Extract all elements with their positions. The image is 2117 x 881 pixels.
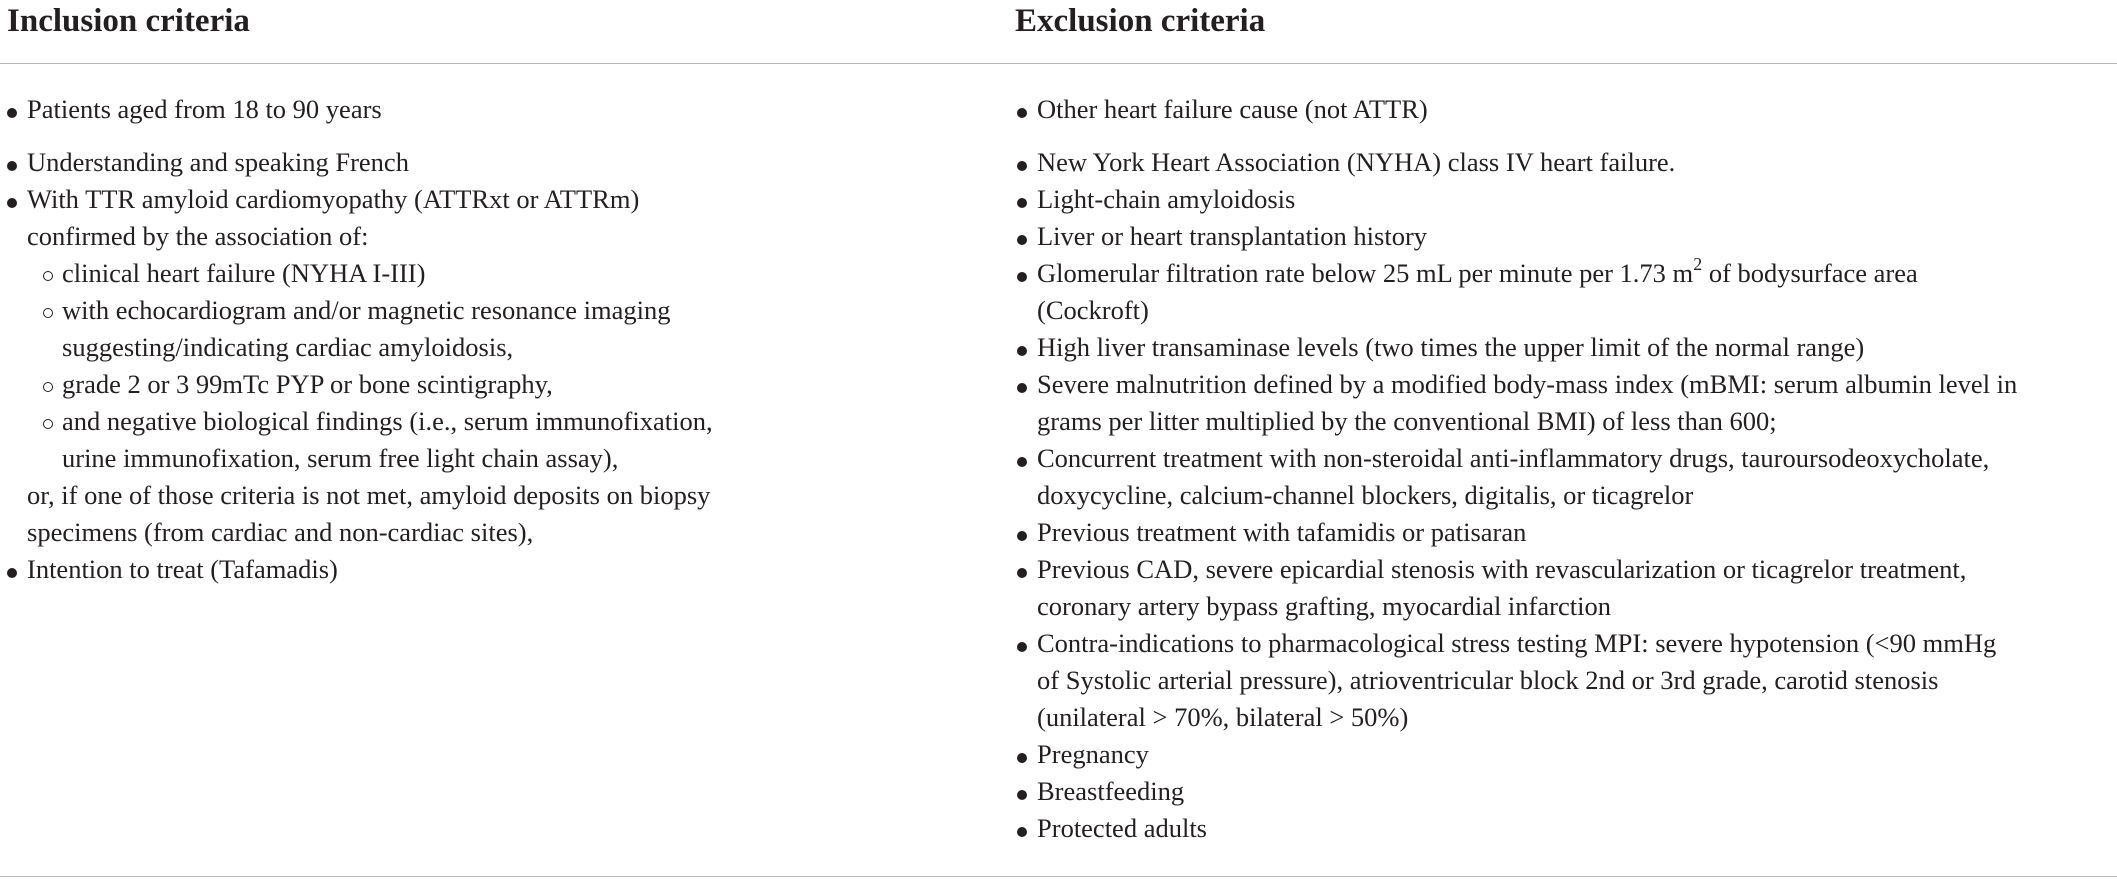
list-item-text: Intention to treat (Tafamadis) [27, 554, 338, 584]
sub-list-item-continuation: urine immunofixation, serum free light chain assay), [62, 443, 619, 473]
header-divider [0, 63, 2117, 64]
list-item-text: High liver transaminase levels (two times the upper limit of the normal range) [1037, 332, 1865, 362]
sub-list-item-text: with echocardiogram and/or magnetic resonance imaging [62, 295, 671, 325]
list-item-continuation: (Cockroft) [1037, 295, 1149, 325]
list-item-continuation: specimens (from cardiac and non-cardiac sites), [27, 517, 534, 547]
exclusion-criteria-header: Exclusion criteria [1015, 3, 1266, 39]
inclusion-criteria-header: Inclusion criteria [7, 3, 250, 39]
list-item-text: Pregnancy [1037, 739, 1149, 769]
list-item-continuation: or, if one of those criteria is not met, amyloid deposits on biopsy [27, 480, 711, 510]
sub-list-item-continuation: suggesting/indicating cardiac amyloidosis, [62, 332, 514, 362]
sub-list-item-text: grade 2 or 3 99mTc PYP or bone scintigraphy, [62, 369, 553, 399]
sub-list-item-text: and negative biological findings (i.e., serum immunofixation, [62, 406, 713, 436]
list-item-text: Contra-indications to pharmacological stress testing MPI: severe hypotension (<90 mmHg [1037, 628, 1997, 658]
list-item-text: Liver or heart transplantation history [1037, 221, 1428, 251]
list-item-text-part: Glomerular filtration rate below 25 mL per minute per 1.73 m [1037, 258, 1694, 288]
list-item-text: New York Heart Association (NYHA) class IV heart failure. [1037, 147, 1676, 177]
list-item-continuation: of Systolic arterial pressure), atrioventricular block 2nd or 3rd grade, carotid stenosis [1037, 665, 1939, 695]
list-item-text: Understanding and speaking French [27, 147, 409, 177]
list-item-continuation: (unilateral > 70%, bilateral > 50%) [1037, 702, 1409, 732]
list-item-text: Breastfeeding [1037, 776, 1185, 806]
list-item-continuation: coronary artery bypass grafting, myocardial infarction [1037, 591, 1611, 621]
list-item-text: Previous CAD, severe epicardial stenosis with revascularization or ticagrelor treatment, [1037, 554, 1967, 584]
list-item-continuation: confirmed by the association of: [27, 221, 369, 251]
sub-list-item-text: clinical heart failure (NYHA I-III) [62, 258, 426, 288]
list-item-text: Concurrent treatment with non-steroidal anti-inflammatory drugs, tauroursodeoxycholate, [1037, 443, 1990, 473]
list-item-continuation: doxycycline, calcium-channel blockers, digitalis, or ticagrelor [1037, 480, 1694, 510]
table-bottom-rule [0, 876, 2117, 877]
list-item-text: Severe malnutrition defined by a modified body-mass index (mBMI: serum albumin level in [1037, 369, 2018, 399]
list-item-text: Previous treatment with tafamidis or patisaran [1037, 517, 1527, 547]
list-item-text [1037, 255, 1918, 292]
list-item-text-part: of bodysurface area [1702, 258, 1918, 288]
superscript: 2 [1693, 254, 1703, 275]
list-item-text: Other heart failure cause (not ATTR) [1037, 94, 1428, 124]
list-item-text: Protected adults [1037, 813, 1207, 843]
list-item-text: Light-chain amyloidosis [1037, 184, 1296, 214]
list-item-continuation: grams per litter multiplied by the conventional BMI) of less than 600; [1037, 406, 1777, 436]
list-item-text: Patients aged from 18 to 90 years [27, 94, 382, 124]
list-item-text: With TTR amyloid cardiomyopathy (ATTRxt or ATTRm) [27, 184, 640, 214]
